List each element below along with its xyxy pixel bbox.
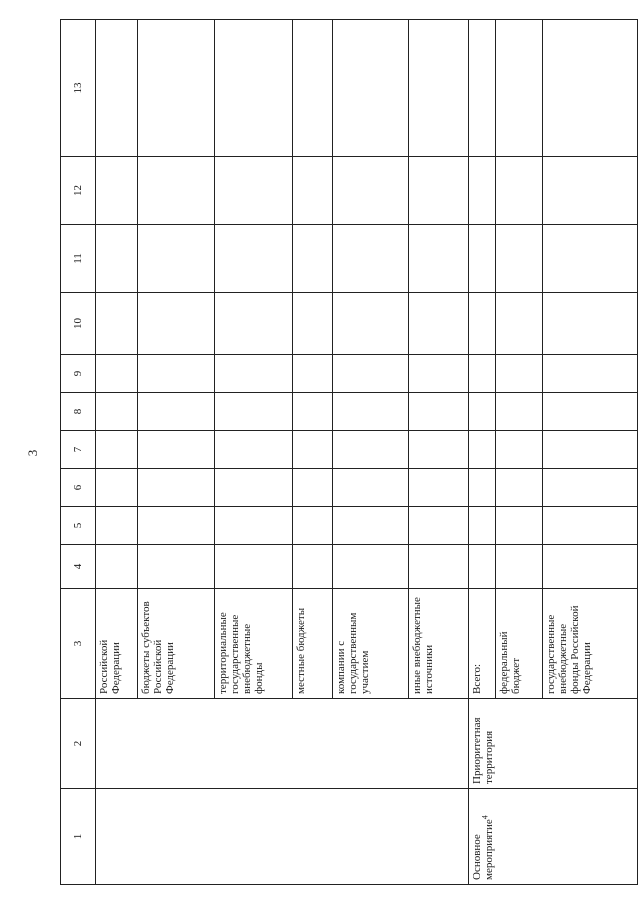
column-header: 8 — [61, 393, 96, 431]
cell-territory: Приоритетная территория — [468, 699, 637, 789]
column-header: 13 — [61, 20, 96, 157]
column-header: 5 — [61, 507, 96, 545]
cell-source: Российской Федерации — [95, 589, 137, 699]
cell-source: компании с государственным участием — [333, 589, 409, 699]
footnote-marker: 4 — [479, 815, 489, 820]
column-number-row — [61, 20, 96, 885]
column-header: 6 — [61, 469, 96, 507]
cell-col2 — [95, 699, 468, 789]
funding-table — [60, 19, 638, 885]
cell-col1 — [95, 789, 468, 885]
page-number: 3 — [25, 449, 40, 457]
cell-source: федеральный бюджет — [496, 589, 543, 699]
column-header: 12 — [61, 157, 96, 225]
column-header: 7 — [61, 431, 96, 469]
column-header: 2 — [61, 699, 96, 789]
activity-label: Основное мероприятие — [470, 819, 495, 880]
column-header: 10 — [61, 293, 96, 355]
column-header: 9 — [61, 355, 96, 393]
cell-source: Всего: — [468, 589, 496, 699]
cell-source: территориальные государственные внебюджетные фонды — [214, 589, 292, 699]
cell-source: государственные внебюджетные фонды Российской Федерации — [542, 589, 637, 699]
cell-source: иные внебюджетные источники — [409, 589, 468, 699]
column-header: 3 — [61, 589, 96, 699]
column-header: 11 — [61, 225, 96, 293]
rotated-table-container — [60, 20, 638, 885]
column-header: 1 — [61, 789, 96, 885]
cell-activity — [468, 789, 637, 885]
column-header: 4 — [61, 545, 96, 589]
cell-source: местные бюджеты — [292, 589, 332, 699]
cell-source: бюджеты субъектов Российской Федерации — [138, 589, 214, 699]
table-row — [95, 20, 137, 885]
table-row — [468, 20, 496, 885]
